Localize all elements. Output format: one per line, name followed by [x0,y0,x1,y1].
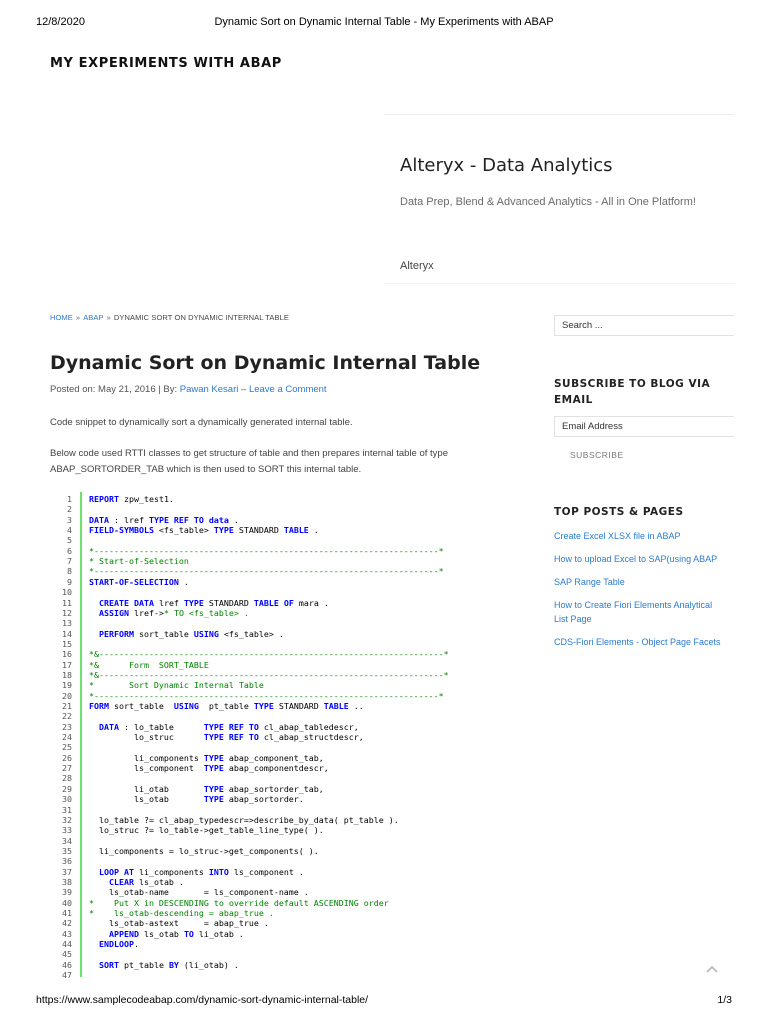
line-number: 22 [62,711,72,722]
code-line [50,721,359,732]
print-url: https://www.samplecodeabap.com/dynamic-sort-dynamic-internal-table/ [36,994,369,1006]
code-keyword: START-OF-SELECTION [89,576,179,587]
search-input[interactable]: Search ... [554,315,734,336]
line-number: 3 [67,514,72,525]
code-line [50,897,389,908]
code-token: . [228,514,239,525]
line-number: 13 [62,618,72,629]
code-keyword: USING [173,701,199,711]
code-token: sort_table [108,701,174,711]
code-token: ls_otab [138,928,184,939]
code-line [50,566,444,577]
code-line [50,773,72,783]
code-text [89,598,329,608]
code-token: abap_sortorder_tab, [223,783,324,794]
line-number: 33 [62,825,72,836]
meta-dash: – [241,384,247,395]
code-text [89,691,444,701]
code-keyword: INTO [208,866,229,877]
line-number: 28 [62,773,72,784]
line-number: 7 [67,556,72,567]
code-comment: *& Form SORT_TABLE [89,659,209,670]
breadcrumb-separator: » [106,313,111,322]
code-token: zpw_test1. [118,494,174,504]
code-token: STANDARD [273,701,324,711]
line-number: 26 [62,752,72,763]
code-keyword: TABLE [283,525,309,536]
code-keyword: DATA [89,514,109,525]
code-line [50,525,319,536]
line-number: 39 [62,887,72,898]
code-keyword: data [208,514,229,525]
line-number: 14 [62,628,72,639]
code-keyword: TYPE [203,763,224,774]
code-keyword: TYPE [213,525,234,536]
code-line [50,597,329,608]
code-token: pt_table [198,701,254,711]
code-text [89,939,139,949]
code-comment: * Put X in DESCENDING to override default ASCENDING order [89,897,389,908]
code-token [89,867,99,877]
code-line [50,669,449,680]
code-keyword: REPORT [89,494,119,504]
email-input[interactable]: Email Address [554,416,734,437]
code-token: li_components = lo_struc->get_components( ). [89,845,319,856]
code-keyword: APPEND [108,928,139,939]
line-number: 40 [62,897,72,908]
top-post-title: How to Create Fiori Elements Analytical [554,600,713,610]
code-line [50,618,72,628]
code-token: (li_otab) . [178,959,239,970]
code-line [50,752,324,763]
code-comment: *---------------------------------------------------------------------* [89,690,444,701]
breadcrumb-separator: » [75,313,81,322]
code-line [50,514,239,525]
code-line [50,783,324,794]
code-line [50,628,284,639]
code-text [89,546,444,556]
code-token: lo_struc ?= lo_table->get_table_line_type( ). [89,825,324,836]
code-token: abap_componentdescr, [223,763,329,774]
code-text [89,525,319,535]
code-token: ls_otab-astext = abap_true . [89,918,269,929]
code-text [89,898,389,908]
code-token: ls_otab [89,794,204,805]
code-token: lo_struc [89,732,204,743]
code-keyword: BY [168,959,179,970]
code-token: abap_sortorder. [223,794,304,805]
code-line [50,607,249,618]
code-token: : lo_table [118,721,204,732]
code-text [89,722,359,732]
line-number: 45 [62,949,72,960]
code-keyword: TYPE REF TO [148,514,204,525]
code-token: ls_component [89,763,204,774]
code-text [89,794,304,804]
code-keyword: CREATE DATA [99,597,154,608]
code-token: <fs_table> [153,525,214,536]
code-line [50,918,269,929]
ad-brand[interactable]: Alteryx [400,260,434,272]
code-text [89,825,324,835]
code-comment: * Start-of-Selection [89,556,189,567]
code-line [50,545,444,556]
code-token: lo_table ?= cl_abap_typedescr=>describe_by_data( pt_table ). [89,814,399,825]
code-token: lref [153,597,184,608]
code-text [89,867,304,877]
code-line [50,763,329,774]
code-text [89,566,444,576]
top-posts-list [554,530,736,659]
line-number: 38 [62,876,72,887]
line-number: 18 [62,669,72,680]
code-line [50,928,244,939]
code-keyword: DATA [99,721,119,732]
top-post-link[interactable] [554,636,736,650]
print-page-title: Dynamic Sort on Dynamic Internal Table - My Experiments with ABAP [214,16,554,28]
code-keyword: FIELD-SYMBOLS [89,525,154,536]
print-footer [36,994,732,1008]
line-number: 12 [62,607,72,618]
line-number: 34 [62,835,72,846]
code-comment: * ls_otab-descending = abap_true . [89,908,274,918]
post-title: Dynamic Sort on Dynamic Internal Table [50,352,481,374]
code-text [89,680,264,690]
code-comment: *&---------------------------------------------------------------------* [89,669,449,680]
code-text [89,908,274,918]
line-number: 8 [67,566,72,577]
code-token: . [178,576,189,587]
line-number: 5 [67,535,72,546]
breadcrumb-current: DYNAMIC SORT ON DYNAMIC INTERNAL TABLE [113,313,289,322]
code-token: . [133,939,139,950]
top-post-title: How to upload Excel to SAP(using ABAP [554,554,718,564]
code-line [50,845,319,856]
code-keyword: TYPE [203,783,224,794]
code-line [50,556,189,567]
code-text [89,608,249,618]
top-posts-heading: TOP POSTS & PAGES [554,506,684,518]
code-line [50,639,72,649]
code-keyword: TYPE [203,752,224,763]
code-token [89,629,99,639]
code-keyword: TYPE [253,701,274,711]
code-keyword: CLEAR [108,876,134,887]
code-text [89,670,449,680]
code-keyword: ENDLOOP [99,939,134,950]
code-line [50,649,449,660]
line-number: 41 [62,908,72,918]
line-number: 15 [62,638,72,649]
line-number: 23 [62,721,72,732]
code-token: STANDARD [233,525,284,536]
code-comment: *&---------------------------------------------------------------------* [89,649,449,660]
posted-on: Posted on: May 21, 2016 | By: [50,384,178,395]
code-line [50,908,274,918]
code-line [50,825,324,836]
line-number: 35 [62,845,72,856]
line-number: 24 [62,732,72,743]
code-line [50,866,304,877]
code-line [50,690,444,701]
code-line [50,814,399,825]
code-text [89,763,329,773]
leave-comment-link[interactable]: Leave a Comment [248,384,327,395]
code-token: cl_abap_tabledescr, [258,721,359,732]
code-line [50,587,72,597]
line-number: 46 [62,959,72,970]
top-post-title: SAP Range Table [554,577,625,587]
line-number: 20 [62,690,72,701]
code-text [89,515,239,525]
code-text [89,701,364,711]
code-line [50,949,72,959]
code-keyword: TYPE REF TO [203,732,259,743]
code-text [89,846,319,856]
ad-title[interactable]: Alteryx - Data Analytics [400,155,613,176]
code-comment: *---------------------------------------------------------------------* [89,545,444,556]
code-line [50,805,72,815]
code-line [50,576,189,587]
code-keyword: LOOP AT [99,866,134,877]
code-keyword: FORM [89,701,109,711]
code-keyword: TYPE [183,597,204,608]
chevron-up-icon [704,963,720,975]
line-number: 10 [62,587,72,598]
code-block[interactable] [50,492,520,980]
code-line [50,535,72,545]
print-header [36,16,732,30]
code-text [89,877,184,887]
code-text [89,660,209,670]
line-number: 29 [62,783,72,794]
line-number: 17 [62,659,72,670]
code-line [50,970,72,980]
print-date: 12/8/2020 [36,16,85,28]
post-meta [50,384,327,395]
code-token: sort_table [133,628,194,639]
code-line [50,659,209,670]
code-line [50,856,72,866]
code-token [89,722,99,732]
breadcrumb-home[interactable]: HOME [50,313,73,322]
code-keyword: ASSIGN [99,607,129,618]
code-token: ls_component . [228,866,304,877]
code-line [50,742,72,752]
code-keyword: PERFORM [99,628,134,639]
code-token: ls_otab . [133,876,184,887]
line-number: 16 [62,649,72,660]
code-line [50,504,72,514]
code-text [89,815,399,825]
line-number: 9 [67,576,72,587]
code-keyword: TABLE [323,701,349,711]
code-token: lref-> [128,607,164,618]
code-token [89,598,99,608]
code-line [50,794,304,805]
code-token: ls_otab-name = ls_component-name . [89,887,309,898]
code-token: mara . [293,597,329,608]
code-text [89,887,309,897]
scroll-to-top-button[interactable] [704,962,720,974]
line-number: 19 [62,680,72,691]
line-number: 42 [62,918,72,929]
code-token: .. [348,701,364,711]
subscribe-heading: SUBSCRIBE TO BLOG VIA EMAIL [554,378,711,406]
line-number: 43 [62,928,72,939]
code-text [89,960,239,970]
code-token: : lref [108,514,149,525]
code-token [89,960,99,970]
code-token: <fs_table> . [218,628,284,639]
line-number: 27 [62,763,72,774]
breadcrumb [50,313,289,322]
code-token: li_components [133,866,209,877]
code-line [50,836,72,846]
top-post-link[interactable] [554,576,736,590]
code-text [89,577,189,587]
site-title[interactable]: MY EXPERIMENTS WITH ABAP [50,56,282,71]
code-line [50,494,174,504]
code-line [50,887,309,898]
code-comment: *---------------------------------------------------------------------* [89,566,444,577]
code-line [50,939,139,950]
code-token: li_components [89,752,204,763]
code-text [89,753,324,763]
code-comment: * Sort Dynamic Internal Table [89,680,264,691]
top-post-link[interactable] [554,530,736,544]
line-number: 2 [67,504,72,515]
code-line [50,876,184,887]
line-number: 37 [62,866,72,877]
subscribe-button[interactable]: SUBSCRIBE [570,450,624,460]
code-token: abap_component_tab, [223,752,324,763]
code-line [50,732,364,743]
top-post-link[interactable] [554,599,736,626]
code-line [50,701,364,711]
code-text [89,494,174,504]
line-number: 47 [62,970,72,981]
intro-paragraph: Code snippet to dynamically sort a dynamically generated internal table. [50,417,353,428]
ad-description: Data Prep, Blend & Advanced Analytics - All in One Platform! [400,196,696,208]
code-text [89,929,244,939]
line-number: 11 [62,597,72,608]
line-number: 30 [62,794,72,805]
code-text [89,784,324,794]
code-line [50,711,72,721]
code-keyword: TABLE OF [253,597,294,608]
code-token [89,929,109,939]
code-token: STANDARD [203,597,254,608]
code-comment: * TO <fs_table> . [163,607,249,618]
line-number: 31 [62,804,72,815]
code-token: cl_abap_structdescr, [258,732,364,743]
code-token: pt_table [118,959,169,970]
code-keyword: TO [183,928,194,939]
line-number: 36 [62,856,72,867]
top-post-title-continued: List Page [554,613,592,624]
line-number: 6 [67,545,72,556]
code-line [50,680,264,691]
breadcrumb-abap[interactable]: ABAP [83,313,104,322]
ad-banner[interactable] [384,114,734,284]
code-line [50,959,239,970]
code-token [89,608,99,618]
code-token [89,939,99,949]
top-post-title: CDS-Fiori Elements - Object Page Facets [554,636,721,647]
top-post-link[interactable] [554,553,736,567]
code-text [89,732,364,742]
code-text [89,649,449,659]
code-text [89,918,269,928]
print-page-number: 1/3 [717,994,732,1006]
code-keyword: TYPE [203,794,224,805]
line-number: 25 [62,742,72,753]
code-token: li_otab [89,783,204,794]
code-token: li_otab . [193,928,244,939]
code-keyword: USING [193,628,219,639]
line-number: 32 [62,814,72,825]
code-token [89,877,109,887]
top-post-title: Create Excel XLSX file in ABAP [554,531,681,541]
line-number: 21 [62,701,72,711]
line-number: 44 [62,939,72,950]
code-text [89,629,284,639]
description-paragraph: Below code used RTTI classes to get structure of table and then prepares internal table of type ABAP_SORTORDER_TAB which is then used to SORT this internal table. [50,448,448,475]
line-number: 4 [67,525,72,536]
author-link[interactable]: Pawan Kesari [179,384,239,395]
code-keyword: SORT [99,959,119,970]
line-number: 1 [67,494,72,504]
code-keyword: TYPE REF TO [203,721,259,732]
code-text [89,556,189,566]
code-token: . [308,525,319,536]
